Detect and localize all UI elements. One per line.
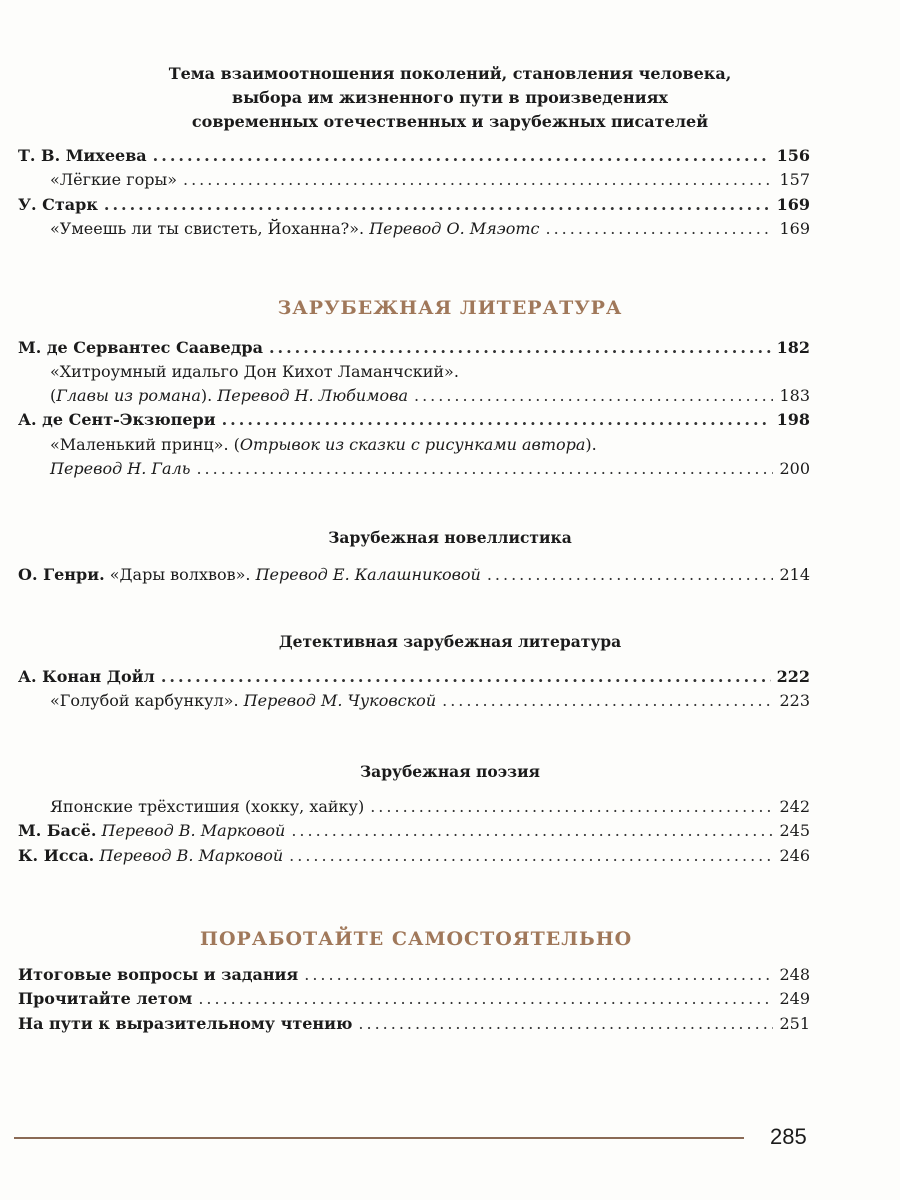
punct: ). [200,386,213,405]
leader-dots [291,820,773,842]
leader-dots [442,690,773,712]
entry-title: «Дары волхвов». [109,565,251,584]
leader-dots [153,145,771,167]
leader-dots [289,845,773,867]
translator: Перевод Е. Калашниковой [255,565,481,584]
translator: Перевод Н. Любимова [217,386,408,405]
toc-entry[interactable] [50,796,810,818]
page-number: 222 [776,667,810,686]
toc-entry[interactable] [18,409,810,431]
toc-entry-line [50,434,810,456]
page-number: 248 [779,965,810,984]
toc-entry[interactable] [18,964,810,986]
leader-dots [196,458,773,480]
leader-dots [414,385,773,407]
entry-title: «Лёгкие горы» [50,170,177,189]
page-number: 169 [776,195,810,214]
toc-entry[interactable] [18,988,810,1010]
leader-dots [370,796,773,818]
page-number: 198 [776,410,810,429]
toc-entry[interactable] [50,458,810,480]
page-number: 249 [779,989,810,1008]
page-number: 246 [779,846,810,865]
page-number: 214 [779,565,810,584]
page-number: 183 [779,386,810,405]
toc-entry[interactable] [18,820,810,842]
toc-entry[interactable] [50,218,810,240]
leader-dots [546,218,774,240]
translator: Перевод М. Чуковской [243,691,437,710]
entry-title: Итоговые вопросы и задания [18,965,299,984]
subsection-heading: Детективная зарубежная литература [278,632,622,651]
subsection-heading: Зарубежная поэзия [359,762,541,781]
author: М. Басё. [18,821,97,840]
page-number: 223 [779,691,810,710]
page-number-footer: 285 [770,1124,807,1149]
toc-entry[interactable] [18,1013,810,1035]
toc-entry[interactable] [18,845,810,867]
entry-title: На пути к выразительному чтению [18,1014,353,1033]
leader-dots [487,564,774,586]
translator: Перевод О. Мяэотс [369,219,540,238]
leader-dots [304,964,773,986]
punct: ( [50,386,57,405]
toc-entry[interactable] [18,194,810,216]
toc-entry[interactable] [50,690,810,712]
leader-dots [269,337,771,359]
toc-entry[interactable] [18,337,810,359]
entry-title: «Маленький принц». ( [50,435,240,454]
translator: Перевод Н. Галь [50,459,191,478]
entry-title: «Умеешь ли ты свистеть, Йоханна?». [50,219,365,238]
leader-dots [104,194,771,216]
entry-title: «Голубой карбункул». [50,691,239,710]
theme-heading [0,62,900,134]
entry-title: Т. В. Михеева [18,146,147,165]
toc-entry[interactable] [50,385,810,407]
theme-heading-line: выбора им жизненного пути в произведениях [232,88,668,107]
entry-title: «Хитроумный идальго Дон Кихот Ламанчский». [50,362,459,381]
translator: Перевод В. Марковой [99,846,284,865]
note: Отрывок из сказки с рисунками автора [239,435,586,454]
page-number: 169 [779,219,810,238]
entry-title: Прочитайте летом [18,989,193,1008]
entry-title: У. Старк [18,195,98,214]
section-heading: ПОРАБОТАЙТЕ САМОСТОЯТЕЛЬНО [200,928,633,950]
translator: Перевод В. Марковой [101,821,286,840]
page-number: 157 [779,170,810,189]
theme-heading-line: современных отечественных и зарубежных писателей [191,112,709,131]
entry-title: Японские трёхстишия (хокку, хайку) [50,797,365,816]
page-number: 245 [779,821,810,840]
toc-entry[interactable] [18,666,810,688]
toc-entry[interactable] [50,169,810,191]
page-number: 242 [779,797,810,816]
leader-dots [183,169,773,191]
entry-title: М. де Сервантес Сааведра [18,338,263,357]
page-number: 182 [776,338,810,357]
author: О. Генри. [18,565,105,584]
page-number: 156 [776,146,810,165]
page-number: 251 [779,1014,810,1033]
theme-heading-line: Тема взаимоотношения поколений, становления человека, [168,64,732,83]
subsection-heading: Зарубежная новеллистика [328,528,572,547]
author: К. Исса. [18,846,95,865]
section-heading: ЗАРУБЕЖНАЯ ЛИТЕРАТУРА [277,297,623,319]
entry-title: А. де Сент-Экзюпери [18,410,216,429]
entry-title: А. Конан Дойл [18,667,155,686]
toc-entry[interactable] [18,145,810,167]
leader-dots [358,1013,773,1035]
leader-dots [161,666,771,688]
punct: ). [585,435,597,454]
leader-dots [198,988,773,1010]
toc-entry-line [50,361,810,383]
footer-rule [14,1137,744,1139]
page-number: 200 [779,459,810,478]
note: Главы из романа [56,386,201,405]
leader-dots [222,409,771,431]
toc-entry[interactable] [18,564,810,586]
